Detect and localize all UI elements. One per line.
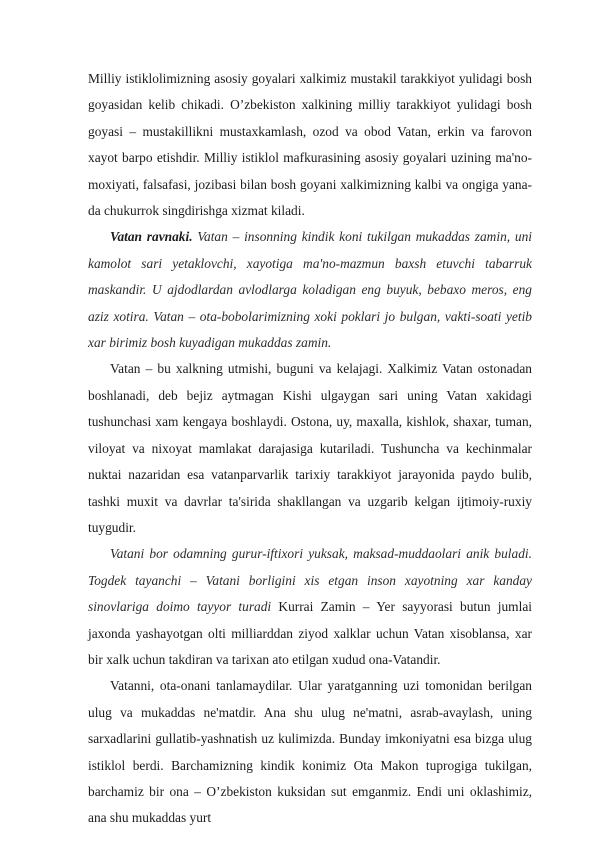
- paragraph-2: [88, 224, 532, 356]
- paragraph-3-text: Vatan – bu xalkning utmishi, buguni va kelajagi. Xalkimiz Vatan ostonadan boshlanadi, deb bejiz aytmagan Kishi ulgaygan sari uning Vatan xakidagi tushunchasi xam kengaya boshlaydi. Ostona, uy, maxalla, kishlok, shaxar, tuman, viloyat va nixoyat mamlakat darajasiga kutariladi. Tushuncha va kechinmalar nuktai nazaridan esa vatanparvarlik tarixiy tarakkiyot jarayonida paydo bulib, tashki muxit va davrlar ta'sirida shakllangan va uzgarib kelgan ijtimoiy-ruxiy tuygudir.: [88, 361, 532, 535]
- paragraph-3: [88, 356, 532, 541]
- paragraph-1-text: Milliy istiklolimizning asosiy goyalari xalkimiz mustakil tarakkiyot yulidagi bosh goyasidan kelib chikadi. O’zbekiston xalkining milliy tarakkiyot yulidagi bosh goyasi – mustakillikni mustaxkamlash, ozod va obod Vatan, erkin va farovon xayot barpo etishdir. Milliy istiklol mafkurasining asosiy goyalari uzining ma'no-moxiyati, falsafasi, jozibasi bilan bosh goyani xalkimizning kalbi va ongiga yana-da chukurrok singdirishga xizmat kiladi.: [88, 71, 532, 219]
- paragraph-2-heading: Vatan ravnaki.: [110, 229, 193, 245]
- paragraph-4-italic: Vatani bor odamning gurur-iftixori yuksak, maksad-muddaolari anik buladi. Togdek tayanchi – Vatani borligini xis etgan inson xayotning xar kanday sinovlariga doimo tayyor turadi: [88, 546, 532, 615]
- paragraph-5: [88, 673, 532, 831]
- paragraph-5-text: Vatanni, ota-onani tanlamaydilar. Ular yaratganning uzi tomonidan berilgan ulug va mukaddas ne'matdir. Ana shu ulug ne'matni, asrab-avaylash, uning sarxadlarini gullatib-yashnatish uz kulimizda. Bunday imkoniyatni esa bizga ulug istiklol berdi. Barchamizning kindik konimiz Ota Makon tuprogiga tukilgan, barchamiz bir ona – O’zbekiston kuksidan sut emganmiz. Endi uni oklashimiz, ana shu mukaddas yurt: [88, 678, 532, 826]
- paragraph-4: [88, 541, 532, 673]
- paragraph-4-text: Kurrai Zamin – Yer sayyorasi butun jumlai jaxonda yashayotgan olti milliarddan ziyod xalklar uchun Vatan xisoblansa, xar bir xalk uchun takdiran va tarixan ato etilgan xudud ona-Vatandir.: [88, 599, 532, 667]
- document-page: [88, 66, 532, 832]
- paragraph-2-text: Vatan – insonning kindik koni tukilgan mukaddas zamin, uni kamolot sari yetaklovchi, xayotiga ma'no-mazmun baxsh etuvchi tabarruk maskandir. U ajdodlardan avlodlarga koladigan eng buyuk, bebaxo meros, eng aziz xotira. Vatan – ota-bobolarimizning xoki poklari jo bulgan, vakti-soati yetib xar birimiz bosh kuyadigan mukaddas zamin.: [88, 229, 533, 351]
- paragraph-1: [88, 66, 532, 224]
